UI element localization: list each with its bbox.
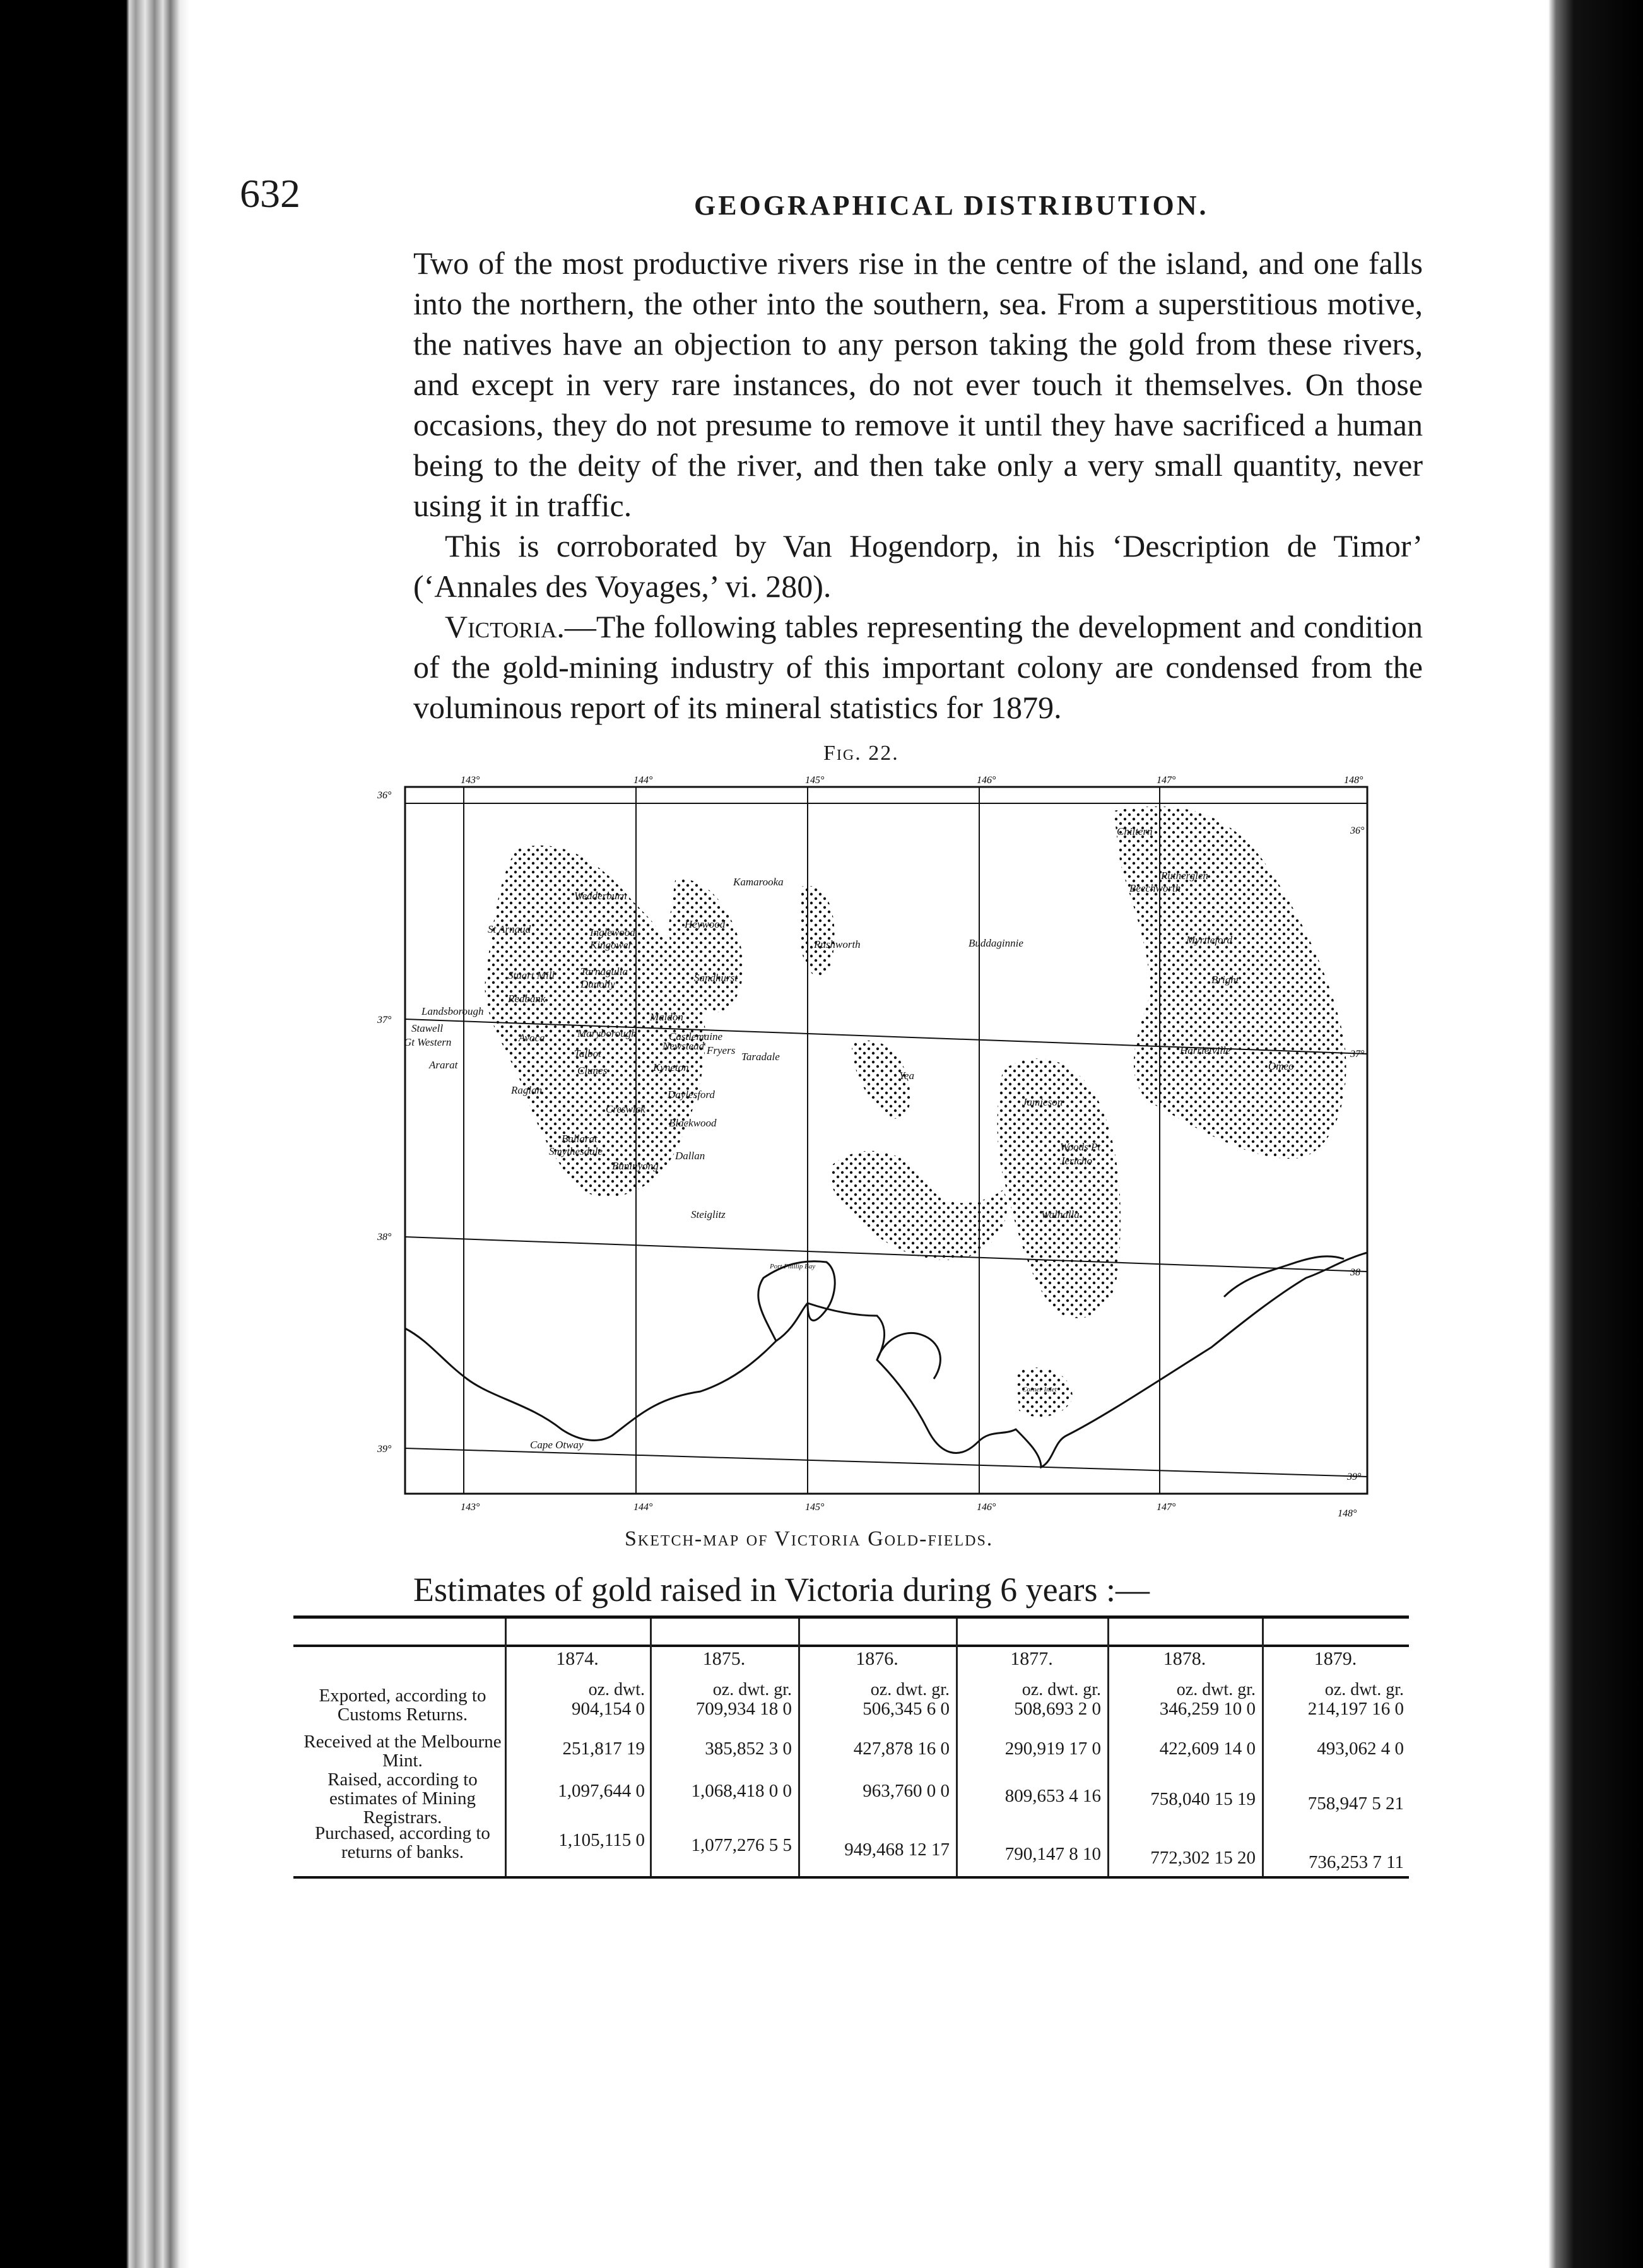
table-cell: 790,147 8 10 xyxy=(1004,1844,1101,1864)
place-label: Harrietville xyxy=(1180,1044,1231,1056)
place-label: Raglan xyxy=(511,1084,543,1096)
place-label: Jericho xyxy=(1060,1155,1092,1167)
table-cell: 1,105,115 0 xyxy=(558,1830,645,1850)
western-port-shore xyxy=(877,1333,940,1379)
place-label: Fryers xyxy=(707,1044,736,1056)
place-label: Stuart Mill xyxy=(508,969,555,981)
place-label: Kyneton xyxy=(653,1061,689,1073)
table-cell: 214,197 16 0 xyxy=(1307,1699,1404,1719)
running-head: GEOGRAPHICAL DISTRIBUTION. xyxy=(694,190,1209,221)
paragraph-victoria xyxy=(413,606,1423,728)
place-label: Omeo xyxy=(1268,1060,1294,1072)
table-cell: 251,817 19 xyxy=(562,1739,645,1759)
unit-label: oz. dwt. gr. xyxy=(712,1680,792,1699)
place-label: Kingower xyxy=(590,939,633,951)
victoria-heading: Victoria. xyxy=(445,609,565,644)
place-label: Ararat xyxy=(429,1059,458,1071)
goldfield-area-crescent xyxy=(830,1151,1007,1260)
book-page-edges-left xyxy=(0,0,189,2268)
year-header: 1878. xyxy=(1163,1648,1206,1669)
row-label-raised: Raised, according to estimates of Mining Registrars. xyxy=(327,1769,478,1828)
place-label: Woods Pt xyxy=(1060,1141,1101,1153)
page-number: 632 xyxy=(240,171,300,216)
place-label: Inglewood xyxy=(590,926,635,938)
table-cell: 758,947 5 21 xyxy=(1307,1793,1404,1814)
row-label-exported: Exported, according to Customs Returns. xyxy=(319,1686,486,1725)
unit-label: oz. dwt. gr. xyxy=(1176,1680,1256,1699)
gold-estimates-table xyxy=(293,1615,1409,1881)
place-label: Maldon xyxy=(650,1011,683,1023)
bottom-tick-143: 143° xyxy=(461,1502,480,1513)
right-tick-38: 38 xyxy=(1350,1267,1360,1278)
row-label-purchased: Purchased, according to returns of banks. xyxy=(315,1823,490,1862)
place-label: Dallan xyxy=(675,1150,705,1162)
table-top-rule xyxy=(293,1615,1409,1619)
right-tick-39: 39° xyxy=(1347,1472,1362,1482)
place-label: Creswick xyxy=(606,1103,645,1115)
place-label: Jamieson xyxy=(1022,1096,1063,1108)
place-label: Yea xyxy=(899,1070,914,1082)
place-label: Blackwood xyxy=(669,1117,717,1129)
table-cell: 427,878 16 0 xyxy=(853,1739,950,1759)
place-label: Redbank xyxy=(508,993,546,1005)
bottom-tick-145: 145° xyxy=(805,1502,825,1513)
left-tick-36: 36° xyxy=(377,790,392,801)
place-label: Clunes xyxy=(577,1065,608,1077)
victoria-goldfields-map xyxy=(372,773,1382,1521)
table-cell: 949,468 12 17 xyxy=(844,1840,950,1860)
table-cell: 1,068,418 0 0 xyxy=(691,1781,792,1801)
table-cell: 508,693 2 0 xyxy=(1014,1699,1101,1719)
place-label: Corner Inlet xyxy=(1022,1386,1057,1393)
unit-label: oz. dwt. gr. xyxy=(1324,1680,1404,1699)
place-label: Rushworth xyxy=(814,938,861,950)
place-label: Sandhurst xyxy=(694,972,738,984)
figure-caption: Sketch-map of Victoria Gold-fields. xyxy=(625,1527,994,1550)
place-label: Port Phillip Bay xyxy=(770,1263,816,1270)
table-title: Estimates of gold raised in Victoria during 6 years :— xyxy=(413,1571,1150,1609)
table-cell: 385,852 3 0 xyxy=(705,1739,792,1759)
left-tick-38: 38° xyxy=(377,1232,392,1243)
unit-label: oz. dwt. gr. xyxy=(870,1680,950,1699)
paragraph-victoria-text: —The following tables representing the development and condition of the gold-mining industry of this important colony are condensed from the voluminous report of its mineral statistics for 1879. xyxy=(413,609,1423,725)
top-tick-147: 147° xyxy=(1157,775,1176,786)
bottom-tick-144: 144° xyxy=(633,1502,653,1513)
table-cell: 506,345 6 0 xyxy=(863,1699,950,1719)
body-text xyxy=(413,243,1423,728)
top-tick-146: 146° xyxy=(977,775,996,786)
place-label: Buninyong xyxy=(612,1160,659,1172)
right-tick-36: 36° xyxy=(1350,825,1365,836)
goldfield-area-rushworth xyxy=(801,886,835,977)
place-label: Avoca xyxy=(519,1032,545,1044)
port-phillip-bay-shore xyxy=(758,1261,835,1341)
place-label: Cape Otway xyxy=(530,1439,584,1451)
paragraph-timor-rivers: Two of the most productive rivers rise in the centre of the island, and one falls into the northern, the other into the southern, sea. From a superstitious motive, the natives have an objection to any person taking the gold from these rivers, and except in very rare instances, do not ever touch it themselves. On those occasions, they do not presume to remove it until they have sacrificed a human being to the deity of the river, and then take only a very small quantity, never using it in traffic. xyxy=(413,245,1423,523)
year-header: 1875. xyxy=(702,1648,746,1669)
place-label: Gt Western xyxy=(404,1036,452,1048)
bottom-tick-146: 146° xyxy=(977,1502,996,1513)
top-tick-145: 145° xyxy=(805,775,825,786)
place-label: St Arnaud xyxy=(488,923,531,935)
top-tick-144: 144° xyxy=(633,775,653,786)
gippsland-lakes-shore xyxy=(1224,1256,1344,1297)
place-label: Buddaginnie xyxy=(969,937,1023,949)
place-label: Kamarooka xyxy=(733,876,784,888)
place-label: Maryborough xyxy=(577,1027,637,1039)
table-cell: 758,040 15 19 xyxy=(1150,1789,1256,1809)
table-cell: 493,062 4 0 xyxy=(1317,1739,1404,1759)
book-page-edges-right xyxy=(1548,0,1643,2268)
place-label: Wedderburn xyxy=(574,890,627,902)
place-label: Newstead xyxy=(662,1040,705,1052)
place-label: Myrtleford xyxy=(1186,934,1233,946)
coastline xyxy=(405,1253,1367,1467)
place-label: Castlemaine xyxy=(669,1031,722,1042)
right-tick-37: 37° xyxy=(1350,1049,1365,1060)
place-label: Rutherglen xyxy=(1161,870,1208,882)
place-label: Ballarat xyxy=(562,1133,598,1145)
place-label: Steiglitz xyxy=(691,1208,726,1220)
place-label: Heywood xyxy=(685,918,726,930)
table-bottom-rule xyxy=(293,1876,1409,1879)
place-label: Chiltern xyxy=(1117,825,1153,837)
table-cell: 709,934 18 0 xyxy=(695,1699,792,1719)
year-header: 1876. xyxy=(856,1648,898,1669)
table-cell: 963,760 0 0 xyxy=(863,1781,950,1801)
table-cell: 904,154 0 xyxy=(572,1699,645,1719)
table-cell: 1,077,276 5 5 xyxy=(691,1835,792,1855)
place-label: Smythesdale xyxy=(549,1145,603,1157)
place-label: Daylesford xyxy=(668,1089,715,1101)
top-tick-143: 143° xyxy=(461,775,480,786)
left-tick-37: 37° xyxy=(377,1015,392,1025)
year-header: 1879. xyxy=(1314,1648,1357,1669)
table-cell: 772,302 15 20 xyxy=(1150,1848,1256,1868)
table-cell: 736,253 7 11 xyxy=(1308,1852,1404,1872)
place-label: Stawell xyxy=(411,1022,444,1034)
place-label: Talbot xyxy=(574,1048,601,1060)
place-label: Tarnagulla xyxy=(580,966,628,977)
place-label: Bright xyxy=(1211,974,1239,986)
place-label: Landsborough xyxy=(421,1005,484,1017)
figure-label: Fig. 22. xyxy=(823,741,899,765)
bottom-tick-148: 148° xyxy=(1338,1508,1357,1519)
table-cell: 422,609 14 0 xyxy=(1159,1739,1256,1759)
place-label: Taradale xyxy=(741,1051,780,1063)
place-label: Beechworth xyxy=(1129,882,1181,894)
table-cell: 809,653 4 16 xyxy=(1004,1786,1101,1806)
row-label-received: Received at the Melbourne Mint. xyxy=(303,1732,502,1771)
year-header: 1874. xyxy=(556,1648,599,1669)
table-cell: 346,259 10 0 xyxy=(1159,1699,1256,1719)
unit-label: oz. dwt. gr. xyxy=(1022,1680,1101,1699)
place-label: Walhalla xyxy=(1041,1208,1080,1220)
unit-label: oz. dwt. xyxy=(588,1680,645,1699)
year-header: 1877. xyxy=(1010,1648,1053,1669)
top-tick-148: 148° xyxy=(1344,775,1363,786)
table-header-rule xyxy=(293,1645,1409,1647)
paragraph-hogendorp: This is corroborated by Van Hogendorp, in his ‘Description de Timor’ (‘Annales des Voyages,’ vi. 280). xyxy=(413,528,1423,604)
place-label: Dunolly xyxy=(580,978,615,990)
table-cell: 290,919 17 0 xyxy=(1004,1739,1101,1759)
left-tick-39: 39° xyxy=(377,1444,392,1455)
table-cell: 1,097,644 0 xyxy=(558,1781,645,1801)
bottom-tick-147: 147° xyxy=(1157,1502,1176,1513)
